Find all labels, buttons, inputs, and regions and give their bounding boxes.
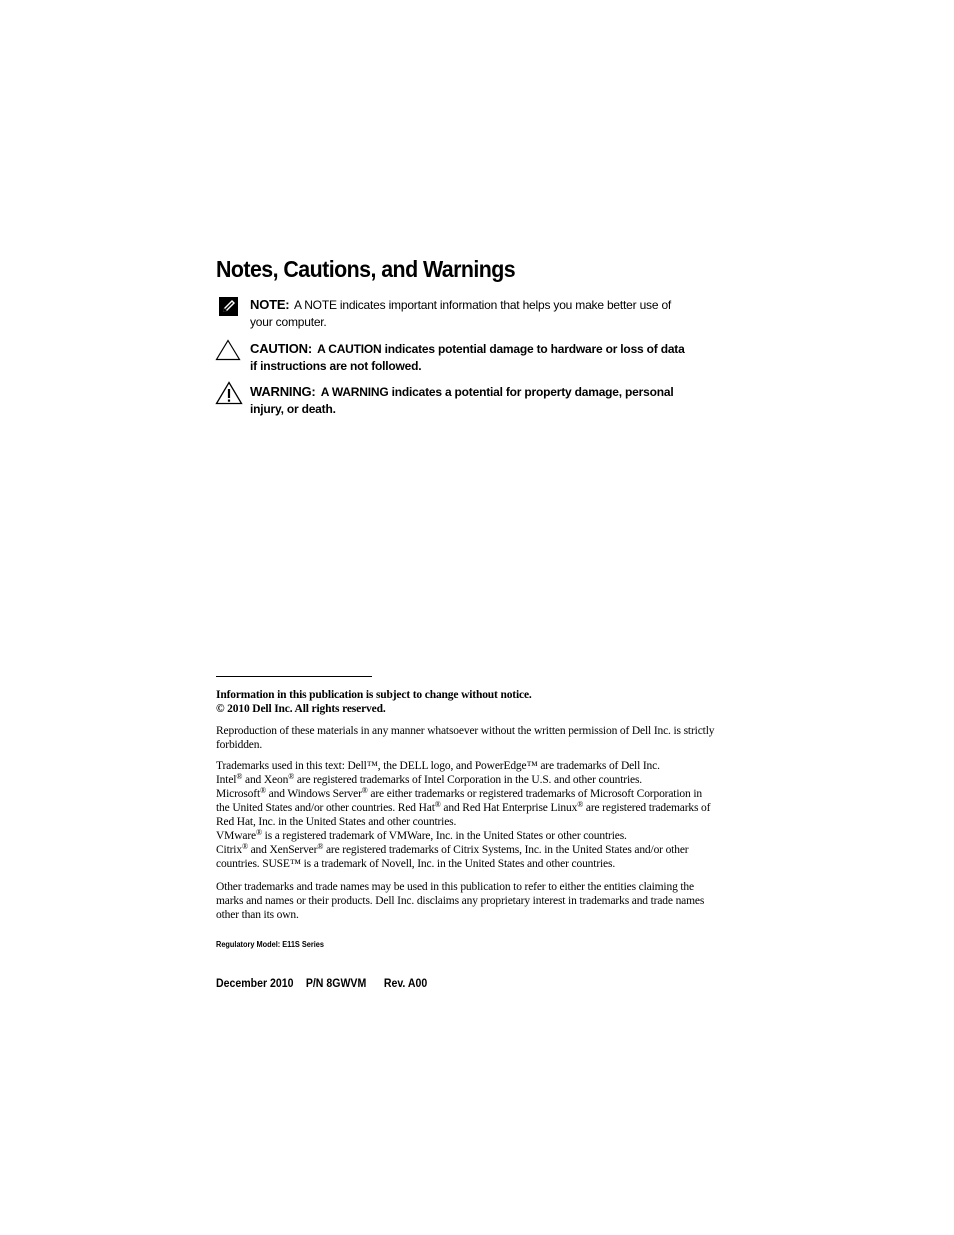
- registered-mark: ®: [577, 800, 584, 809]
- trademarks-paragraph: [216, 759, 716, 871]
- note-text: A NOTE indicates important information that helps you make better use of your computer.: [250, 298, 672, 329]
- caution-label: CAUTION:: [250, 341, 312, 356]
- reproduction-notice: Reproduction of these materials in any manner whatsoever without the written permission of Dell Inc. is strictly forbidden.: [216, 725, 715, 751]
- caution-triangle-icon: [215, 339, 241, 366]
- page-title: Notes, Cautions, and Warnings: [216, 256, 516, 282]
- note-notice: [250, 296, 690, 331]
- tm-text: VMware: [216, 830, 256, 842]
- registered-mark: ®: [361, 786, 368, 795]
- tm-text: are either trademarks or registered trademarks of Microsoft Corporation in the United States and/or other countries. Red Hat: [216, 788, 702, 814]
- warning-exclamation-icon: [215, 381, 243, 410]
- tm-text: Intel: [216, 774, 237, 786]
- tm-text: are registered trademarks of Citrix Systems, Inc. in the United States and/or other countries. SUSE™ is a trademark of Novell, Inc. in the United States and other countries.: [216, 844, 689, 870]
- tm-text: and Windows Server: [265, 788, 362, 800]
- tm-text: Microsoft: [216, 788, 261, 800]
- tm-text: are registered trademarks of Intel Corporation in the U.S. and other countries.: [294, 774, 643, 786]
- publication-date: December 2010: [216, 976, 294, 990]
- warning-notice: [250, 383, 690, 418]
- registered-mark: ®: [434, 800, 441, 809]
- note-pencil-icon: [219, 297, 238, 321]
- tm-text: is a registered trademark of VMWare, Inc. in the United States or other countries.: [261, 830, 627, 842]
- registered-mark: ®: [260, 786, 266, 795]
- change-notice-line: Information in this publication is subject to change without notice.: [216, 689, 532, 701]
- note-label: NOTE:: [250, 297, 290, 312]
- warning-text: A WARNING indicates a potential for property damage, personal injury, or death.: [250, 385, 674, 416]
- registered-mark: ®: [317, 842, 324, 851]
- caution-text: A CAUTION indicates potential damage to hardware or loss of data if instructions are not followed.: [250, 342, 685, 373]
- revision: Rev. A00: [383, 976, 428, 990]
- tm-text: are registered trademarks of Red Hat, Inc. in the United States and other countries.: [216, 802, 711, 828]
- tm-text: and XenServer: [247, 844, 318, 856]
- footnote-divider: [216, 676, 372, 677]
- tm-text: Trademarks used in this text: Dell™, the DELL logo, and PowerEdge™ are trademarks of Dell Inc.: [216, 760, 660, 772]
- change-notice: [216, 688, 716, 716]
- part-number: P/N 8GWVM: [305, 976, 367, 990]
- tm-text: Citrix: [216, 844, 242, 856]
- registered-mark: ®: [255, 828, 262, 837]
- copyright-line: © 2010 Dell Inc. All rights reserved.: [216, 703, 386, 715]
- regulatory-model: Regulatory Model: E11S Series: [216, 940, 324, 949]
- warning-label: WARNING:: [250, 384, 316, 399]
- registered-mark: ®: [236, 772, 243, 781]
- caution-notice: [250, 340, 690, 375]
- registered-mark: ®: [288, 772, 295, 781]
- publication-footer: [216, 976, 427, 990]
- tm-text: and Xeon: [242, 774, 289, 786]
- registered-mark: ®: [241, 842, 248, 851]
- tm-text: and Red Hat Enterprise Linux: [440, 802, 578, 814]
- other-trademarks-paragraph: Other trademarks and trade names may be used in this publication to refer to either the entities claiming the marks and names or their products. Dell Inc. disclaims any proprietary interest in trademarks and trade names other than its own.: [216, 881, 705, 921]
